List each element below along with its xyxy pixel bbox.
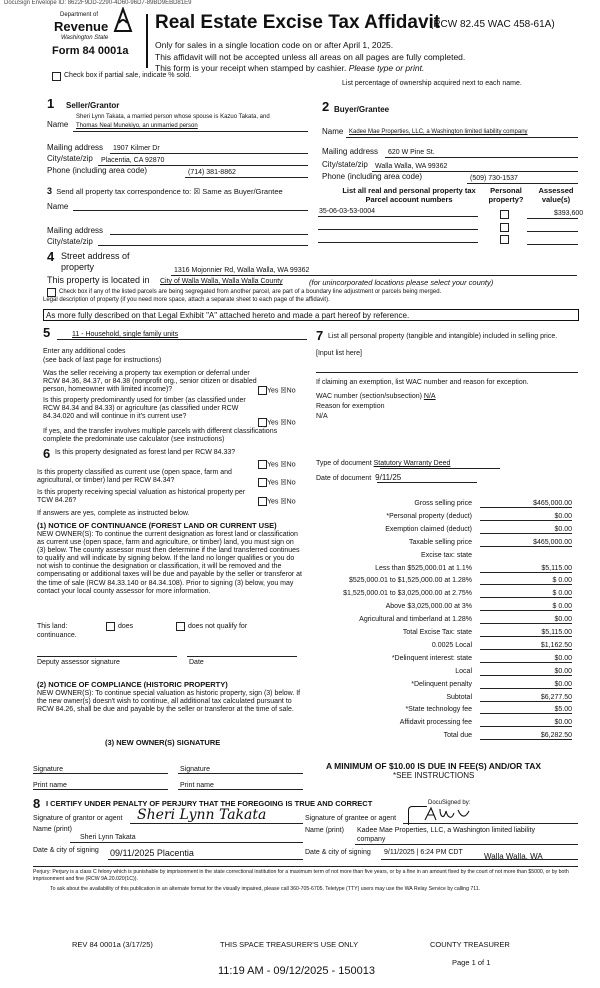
tax-row-label: Gross selling price xyxy=(414,500,472,507)
seller-name-1: Sheri Lynn Takata, a married person whose spouse is Kazuo Takata, and xyxy=(76,114,270,120)
tax-row-value[interactable]: $6,282.50 xyxy=(480,732,572,740)
see-instructions: *SEE INSTRUCTIONS xyxy=(393,771,475,780)
form-citation: (RCW 82.45 WAC 458-61A) xyxy=(430,19,555,30)
personal-col-header: Personal property? xyxy=(488,186,524,204)
tax-row-label: $1,525,000.01 to $3,025,000.00 at 2.75% xyxy=(343,590,472,598)
tax-row-value[interactable]: $1,162.50 xyxy=(480,642,572,650)
unincorporated-note: (for unincorporated locations please select your county) xyxy=(309,278,494,287)
property-street: 1316 Mojonnier Rd, Walla Walla, WA 99362 xyxy=(174,267,310,274)
owner-signature-label-2: Signature xyxy=(180,766,210,773)
personal-property-checkbox-3[interactable] xyxy=(500,235,509,244)
tax-row-label: Less than $525,000.01 at 1.1% xyxy=(375,564,472,572)
parcel-line-1 xyxy=(318,216,478,217)
owner-print-label-1: Print name xyxy=(33,782,67,789)
tax-row xyxy=(340,500,572,512)
tax-row-value[interactable]: $465,000.00 xyxy=(480,500,572,508)
no-checked[interactable]: ☒ xyxy=(280,479,287,487)
yes-checkbox[interactable] xyxy=(258,478,267,487)
grantor-sig-label: Signature of grantor or agent xyxy=(33,815,123,822)
tax-row xyxy=(340,565,572,577)
wac-value: N/A xyxy=(423,393,436,400)
tax-row-value[interactable]: $0.00 xyxy=(480,616,572,624)
grantee-sig-line xyxy=(403,823,578,824)
envelope-id: DocuSign Envelope ID: 8622F9DD-2290-4D60-96D7-89BD9EBD81E9 xyxy=(4,0,192,6)
tax-row xyxy=(340,539,572,551)
q-forest-answer: Yes ☒No xyxy=(258,460,296,469)
no-checked[interactable]: ☒ xyxy=(280,498,287,506)
parcel-line-2 xyxy=(318,229,478,230)
tax-row xyxy=(340,642,572,654)
wac-label: WAC number (section/subsection) N/A xyxy=(316,393,436,400)
buyer-phone: (509) 730-1537 xyxy=(470,175,518,182)
q-current-use: Is this property classified as current use (open space, farm and agricultural, or timber) land per RCW 84.34? xyxy=(37,469,232,484)
does-not-qualify-label: does not qualify for xyxy=(188,623,248,630)
owner-print-line-2 xyxy=(178,789,303,790)
buyer-phone-label: Phone (including area code) xyxy=(322,172,423,181)
tax-row-label: Affidavit processing fee xyxy=(399,719,472,727)
revenue-logo-icon xyxy=(113,7,133,33)
tax-row-value[interactable]: $6,277.50 xyxy=(480,694,572,702)
tax-row-label: Exemption claimed (deduct) xyxy=(385,525,472,533)
owner-signature-label-1: Signature xyxy=(33,766,63,773)
additional-codes-hint: (see back of last page for instructions) xyxy=(43,357,162,364)
located-label: This property is located in xyxy=(47,275,150,285)
deputy-date-label: Date xyxy=(189,659,204,666)
section-2-number: 2 xyxy=(322,99,330,114)
tax-row-label: Excise tax: state xyxy=(421,551,472,559)
this-land-label: This land: xyxy=(37,623,68,630)
tax-row-value[interactable]: $5.00 xyxy=(480,706,572,714)
buyer-mail: 620 W Pine St. xyxy=(388,149,435,156)
section-3-mail-label: Mailing address xyxy=(47,226,104,235)
perjury-notice: Perjury: Perjury is a class C felony which is punishable by imprisonment in the state correctional institution for a maximum term of not more than five years, or by a fine in an amount fixed by the court of not more than $5000, or by both imprisonment and fine (RCW 9A.20.020(1C)). xyxy=(33,869,569,882)
assessed-value: $393,600 xyxy=(554,210,584,217)
no-checked[interactable]: ☒ xyxy=(280,419,287,427)
deputy-date-line xyxy=(187,656,297,657)
tax-row-label: *State technology fee xyxy=(405,706,472,714)
yes-checkbox[interactable] xyxy=(258,497,267,506)
document-date: Date of document 9/11/25 xyxy=(316,473,402,482)
owner-signature-line-2 xyxy=(178,773,303,774)
notice-continuance-title: (1) NOTICE OF CONTINUANCE (FOREST LAND OR CURRENT USE) xyxy=(37,521,277,530)
q-timber: Is this property predominantly used for timber (as classified under RCW 84.34 and 84.33) or agriculture (as classified under RCW 84.34.020 and will continue in it's current use? xyxy=(43,397,246,420)
header-divider xyxy=(146,14,148,68)
tax-row-value[interactable]: $465,000.00 xyxy=(480,539,572,547)
owner-signature-line-1 xyxy=(33,773,168,774)
partial-sale-checkbox[interactable] xyxy=(52,72,61,81)
personal-property-input[interactable]: [Input list here] xyxy=(316,350,362,357)
no-checked[interactable]: ☒ xyxy=(280,461,287,469)
document-type: Type of document Statutory Warranty Deed xyxy=(316,460,451,467)
tax-row-value[interactable]: $ 0.00 xyxy=(480,603,572,611)
section-3-line: 3 Send all property tax correspondence to: ☒ Same as Buyer/Grantee xyxy=(47,186,283,196)
yes-checkbox[interactable] xyxy=(258,460,267,469)
tax-row-label: Subtotal xyxy=(446,693,472,701)
certify-statement: I CERTIFY UNDER PENALTY OF PERJURY THAT THE FOREGOING IS TRUE AND CORRECT xyxy=(46,799,373,808)
buyer-city-label: City/state/zip xyxy=(322,160,368,169)
tax-row-label: $525,000.01 to $1,525,000.00 at 1.28% xyxy=(349,577,472,585)
grantee-date: 9/11/2025 | 6:24 PM CDT xyxy=(384,849,463,856)
grantor-name-line xyxy=(70,842,303,843)
docusigned-label: DocuSigned by: xyxy=(428,800,471,806)
personal-property-checkbox-2[interactable] xyxy=(500,223,509,232)
buyer-mail-line xyxy=(385,157,578,158)
grantee-city: Walla Walla, WA xyxy=(484,852,543,861)
tax-row-value[interactable]: $ 0.00 xyxy=(480,577,572,585)
section-1-number: 1 xyxy=(47,96,55,111)
notice-compliance-title: (2) NOTICE OF COMPLIANCE (HISTORIC PROPERTY) xyxy=(37,680,228,689)
q-historic: Is this property receiving special valuation as historical property per TCW 84.26? xyxy=(37,489,246,504)
seller-phone-label: Phone (including area code) xyxy=(47,166,148,175)
parcel-line-3 xyxy=(318,242,478,243)
header-note-3: This form is your receipt when stamped by cashier. Please type or print. xyxy=(155,63,425,73)
form-revision: REV 84 0001a (3/17/25) xyxy=(72,940,153,949)
tax-row-value[interactable]: $0.00 xyxy=(480,668,572,676)
tax-row xyxy=(340,668,572,680)
tax-row-label: 0.0025 Local xyxy=(431,641,472,649)
reason-value: N/A xyxy=(316,413,328,420)
legal-description-box: As more fully described on that Legal Exhibit "A" attached hereto and made a part hereof by reference. xyxy=(43,309,579,321)
seller-mail-line xyxy=(110,153,308,154)
deputy-signature-line xyxy=(37,656,177,657)
ownership-note: List percentage of ownership acquired next to each name. xyxy=(342,80,522,87)
reason-label: Reason for exemption xyxy=(316,403,385,410)
recording-stamp: 11:19 AM - 09/12/2025 - 150013 xyxy=(218,965,375,977)
segregation-label: Check box if any of the listed parcels are being segregated from another parcel, are part of a boundary line adjustment or parcels being merged. xyxy=(59,289,442,295)
seller-phone: (714) 381-8862 xyxy=(188,169,236,176)
partial-sale-label: Check box if partial sale, indicate % sold. xyxy=(64,72,192,79)
land-use-code: 11 - Household, single family units xyxy=(72,331,179,338)
section-3-name-line xyxy=(73,210,308,211)
tax-row xyxy=(340,681,572,693)
q-exemption: Was the seller receiving a property tax exemption or deferral under RCW 84.36, 84.37, or 84.38 (nonprofit org., senior citizen or disabled person, homeowner with limited income)? xyxy=(43,370,257,393)
tax-row xyxy=(340,719,572,731)
seller-mail-label: Mailing address xyxy=(47,143,104,152)
legal-description-label: Legal description of property (if you need more space, attach a separate sheet to each page of the affidavit). xyxy=(43,297,330,303)
street-label-2: property xyxy=(61,262,95,272)
buyer-name: Kadee Mae Properties, LLC, a Washington limited liability company xyxy=(349,129,528,135)
tax-row-label: *Delinquent penalty xyxy=(411,680,472,688)
does-label: does xyxy=(118,623,134,630)
notice-compliance-body: NEW OWNER(S): To continue special valuation as historic property, sign (3) below. If the new owner(s) doesn't wish to continue, all additional tax calculated pursuant to RCW 84.26, shall be due and payable by the seller or transferor at the time of sale. xyxy=(37,690,301,714)
header-note-2: This affidavit will not be accepted unless all areas on all pages are fully completed. xyxy=(155,52,466,62)
grantee-signature-icon xyxy=(422,805,472,823)
agency-revenue: Revenue xyxy=(54,19,109,34)
grantee-name-1: Kadee Mae Properties, LLC, a Washington limited liability xyxy=(357,827,535,834)
tax-row-value[interactable]: $0.00 xyxy=(480,655,572,663)
grantee-name-label: Name (print) xyxy=(305,827,344,834)
tax-row-label: Total Excise Tax: state xyxy=(402,629,472,636)
form-title: Real Estate Excise Tax Affidavit xyxy=(155,12,441,33)
seller-phone-line xyxy=(185,177,308,178)
continuance-label: continuance. xyxy=(37,632,77,639)
tax-row xyxy=(340,590,572,602)
grantor-sig-line xyxy=(130,823,303,824)
agency-state: Washington State xyxy=(61,35,109,41)
land-use-line xyxy=(57,339,307,340)
minimum-due: A MINIMUM OF $10.00 IS DUE IN FEE(S) AND/OR TAX xyxy=(326,761,542,771)
tax-row xyxy=(340,706,572,718)
does-not-qualify-checkbox[interactable] xyxy=(176,622,185,631)
seller-city-label: City/state/zip xyxy=(47,154,93,163)
seller-name-label: Name xyxy=(47,120,69,129)
tax-row-label: Agricultural and timberland at 1.28% xyxy=(359,616,472,624)
street-line xyxy=(171,275,577,276)
county-treasurer: COUNTY TREASURER xyxy=(430,940,510,949)
q-current-use-answer: Yes ☒No xyxy=(258,478,296,487)
tax-row-label: Taxable selling price xyxy=(408,538,472,546)
section-3-city-line xyxy=(98,245,308,246)
tax-row-label: Above $3,025,000.00 at 3% xyxy=(385,603,472,611)
tax-row-value[interactable]: $0.00 xyxy=(480,513,572,521)
q-timber-answer: Yes ☒No xyxy=(258,418,296,427)
exemption-text: If claiming an exemption, list WAC number and reason for exception. xyxy=(316,379,529,386)
availability-notice: To ask about the availability of this publication in an alternate format for the visually impaired, please call 360-705-6705. Teletype (TTY) users may use the WA Relay Service by calling 711. xyxy=(50,886,481,892)
does-checkbox[interactable] xyxy=(106,622,115,631)
grantor-signature: Sheri Lynn Takata xyxy=(137,807,267,823)
tax-row xyxy=(340,629,572,641)
tax-row-value[interactable]: $0.00 xyxy=(480,526,572,534)
section-3-name-label: Name xyxy=(47,202,69,211)
tax-row xyxy=(340,732,572,744)
section-6-number: 6 xyxy=(43,446,51,461)
buyer-city: Walla Walla, WA 99362 xyxy=(375,163,448,170)
segregation-checkbox[interactable] xyxy=(47,288,56,297)
document-type-line xyxy=(380,468,500,469)
personal-property-text: List all personal property (tangible and intangible) included in selling price. xyxy=(328,333,558,340)
new-owner-signature-heading: (3) NEW OWNER(S) SIGNATURE xyxy=(105,738,221,747)
form-number: Form 84 0001a xyxy=(52,45,129,57)
buyer-name-line xyxy=(346,137,578,138)
street-label: Street address of xyxy=(61,251,130,261)
section-8-divider xyxy=(33,866,578,867)
tax-row xyxy=(340,552,572,564)
grantee-date-label: Date & city of signing xyxy=(305,849,371,856)
seller-heading: Seller/Grantor xyxy=(66,101,120,110)
personal-property-checkbox-1[interactable] xyxy=(500,210,509,219)
section-4-number: 4 xyxy=(47,249,55,264)
document-date-line xyxy=(377,482,477,483)
tax-row xyxy=(340,655,572,667)
q-exemption-answer: Yes ☒No xyxy=(258,386,296,395)
if-yes-note: If answers are yes, complete as instructed below. xyxy=(37,510,190,517)
tax-row-label: *Delinquent interest: state xyxy=(391,654,472,662)
grantor-date: 09/11/2025 Placentia xyxy=(110,848,194,858)
tax-row xyxy=(340,603,572,615)
grantor-name-label: Name (print) xyxy=(33,826,72,833)
seller-city: Placentia, CA 92870 xyxy=(101,157,165,164)
tax-row xyxy=(340,526,572,538)
tax-row-value[interactable]: $0.00 xyxy=(480,681,572,689)
seller-mail: 1907 Kilmer Dr xyxy=(113,145,160,152)
section-5-number: 5 xyxy=(43,325,51,340)
assessed-line-1 xyxy=(527,218,578,219)
tax-row xyxy=(340,577,572,589)
seller-name-line xyxy=(73,131,308,132)
grantor-date-line xyxy=(108,859,303,860)
parcel-col-header: List all real and personal property tax Parcel account numbers xyxy=(342,186,476,204)
property-city: City of Walla Walla, Walla Walla County xyxy=(160,278,283,285)
tax-row-label: Total due xyxy=(443,732,472,740)
q-multiple-parcels: If yes, and the transfer involves multiple parcels with different classifications complete the predominate use calculator (see instructions) xyxy=(43,428,278,443)
assessed-line-3 xyxy=(527,244,578,245)
tax-row-label: Local xyxy=(455,667,472,675)
notice-continuance-body: NEW OWNER(S): To continue the current designation as forest land or classification as current use (open space, farm and agriculture, or timber) land, you must sign on (3) below. The county assessor must then determine if the land transferred continues to qualify and will indicate by signing below. If the land no longer qualifies or you do not wish to continue the designation or classification, it will be removed and the compensating or additional taxes will be due and payable by the seller or transferor at the time of sale (RCW 84.33.140 or 84.34.108). Prior to signing (3) below, you may contact your local county assessor for more information. xyxy=(37,531,302,595)
section-7-number: 7 xyxy=(316,328,324,343)
yes-checkbox[interactable] xyxy=(258,386,267,395)
grantee-sig-label: Signature of grantee or agent xyxy=(305,815,397,822)
treasurer-use: THIS SPACE TREASURER'S USE ONLY xyxy=(220,940,359,949)
section-3-city-label: City/state/zip xyxy=(47,237,93,246)
grantee-name-line xyxy=(355,844,578,845)
assessed-line-2 xyxy=(527,231,578,232)
buyer-phone-line xyxy=(467,183,578,184)
grantor-date-label: Date & city of signing xyxy=(33,847,99,854)
tax-row-label: *Personal property (deduct) xyxy=(386,512,472,520)
section-3-mail-line xyxy=(110,234,308,235)
grantee-name-2: company xyxy=(357,836,386,843)
no-checked[interactable]: ☒ xyxy=(280,387,287,395)
tax-row xyxy=(340,694,572,706)
owner-print-line-1 xyxy=(33,789,168,790)
grantor-name: Sheri Lynn Takata xyxy=(80,834,136,841)
tax-row xyxy=(340,513,572,525)
tax-row-value[interactable]: $0.00 xyxy=(480,719,572,727)
tax-row xyxy=(340,616,572,628)
deputy-signature-label: Deputy assessor signature xyxy=(37,659,120,666)
tax-row-value[interactable]: $5,115.00 xyxy=(480,565,572,573)
buyer-heading: Buyer/Grantee xyxy=(334,105,390,114)
yes-checkbox[interactable] xyxy=(258,418,267,427)
buyer-name-label: Name xyxy=(322,127,344,136)
personal-property-line xyxy=(316,372,578,373)
owner-print-label-2: Print name xyxy=(180,782,214,789)
additional-codes-label: Enter any additional codes xyxy=(43,348,126,355)
seller-name-2: Thomas Neal Munekiyo, an unmarried person xyxy=(76,123,198,129)
same-as-buyer-checkbox[interactable]: ☒ xyxy=(193,187,201,196)
assessed-col-header: Assessed value(s) xyxy=(538,186,574,204)
grantee-date-line xyxy=(381,859,578,860)
header-note-1: Only for sales in a single location code on or after April 1, 2025. xyxy=(155,40,394,50)
buyer-mail-label: Mailing address xyxy=(322,147,379,156)
section-8-number: 8 xyxy=(33,796,41,811)
tax-row-value[interactable]: $ 0.00 xyxy=(480,590,572,598)
agency-dept: Department of xyxy=(60,12,99,18)
parcel-number: 35-06-03-53-0004 xyxy=(319,208,376,215)
q-forest: Is this property designated as forest land per RCW 84.33? xyxy=(55,449,236,456)
tax-row-value[interactable]: $5,115.00 xyxy=(480,629,572,637)
q-historic-answer: Yes ☒No xyxy=(258,497,296,506)
page-number: Page 1 of 1 xyxy=(452,958,491,967)
